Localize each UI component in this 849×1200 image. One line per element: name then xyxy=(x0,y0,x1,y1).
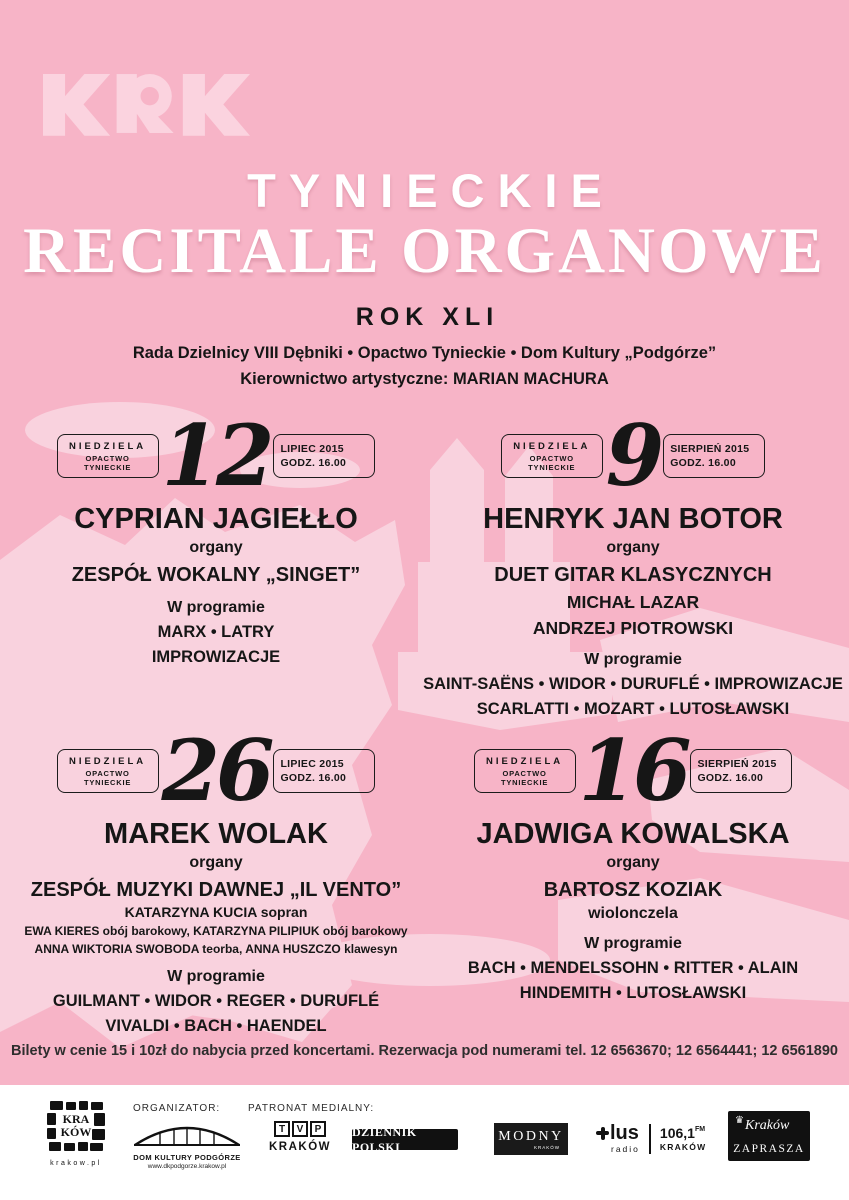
tvp-letter: T xyxy=(274,1121,290,1137)
krakow-url: krakow.pl xyxy=(50,1160,102,1167)
time: GODZ. 16.00 xyxy=(697,772,764,784)
concert-line-program: VIVALDI • BACH • HAENDEL xyxy=(105,1017,327,1035)
frequency-value: 106,1 xyxy=(659,1124,695,1141)
frequency xyxy=(660,1126,706,1140)
concert-line-artist: HENRYK JAN BOTOR xyxy=(483,503,783,535)
krakow-mosaic-icon xyxy=(47,1101,105,1153)
date-strip xyxy=(6,721,426,821)
dziennik-polski-logo: DZIENNIK POLSKI xyxy=(352,1129,458,1150)
plus-radio-frequency-block xyxy=(660,1126,706,1152)
organizer-label: ORGANIZATOR: xyxy=(133,1103,221,1114)
dom-kultury-logo xyxy=(128,1123,246,1170)
plus-radio-name-text: lus xyxy=(610,1122,639,1144)
concert-line-member-small: KATARZYNA KUCIA sopran xyxy=(124,904,308,920)
date-strip xyxy=(423,406,843,506)
month-year: SIERPIEŃ 2015 xyxy=(670,443,750,455)
concert-line-small: EWA KIERES obój barokowy, KATARZYNA PILIPIUK obój barokowy xyxy=(24,924,408,938)
date-box-right xyxy=(663,434,765,478)
concert-line-program: HINDEMITH • LUTOSŁAWSKI xyxy=(519,984,747,1002)
concert-details xyxy=(423,503,843,719)
date-box-left xyxy=(474,749,576,793)
concert-line-artist: CYPRIAN JAGIEŁŁO xyxy=(74,503,358,535)
month-year: LIPIEC 2015 xyxy=(280,443,344,455)
concert-block-4 xyxy=(423,721,843,1003)
day-number: 16 xyxy=(578,721,688,821)
date-box-left xyxy=(57,749,159,793)
poster-title-line1: TYNIECKIE xyxy=(247,164,615,217)
concert-line-member: ANDRZEJ PIOTROWSKI xyxy=(532,618,734,638)
concert-line-program-label: W programie xyxy=(167,599,265,616)
concert-line-program: SAINT-SAËNS • WIDOR • DURUFLÉ • IMPROWIZACJE xyxy=(423,675,843,693)
concert-line-program: SCARLATTI • MOZART • LUTOSŁAWSKI xyxy=(476,700,790,718)
concert-line-program-label: W programie xyxy=(167,968,265,985)
concert-block-3 xyxy=(6,721,426,1036)
tvp-letter: V xyxy=(292,1121,308,1137)
tickets-info-line: Bilety w cenie 15 i 10zł do nabycia przed koncertami. Rezerwacja pod numerami tel. 12 6563670; 12 6564441; 12 6561890 xyxy=(11,1043,838,1059)
day-label: NIEDZIELA xyxy=(513,440,591,452)
date-strip xyxy=(6,406,426,506)
footer-logo-band xyxy=(0,1085,849,1200)
svg-text:KRA: KRA xyxy=(62,1112,90,1126)
concert-line-role: organy xyxy=(606,539,660,556)
modny-krakow-logo xyxy=(494,1123,568,1155)
concert-details xyxy=(6,818,426,1036)
svg-text:KÓW: KÓW xyxy=(60,1125,92,1139)
plus-radio-city: KRAKÓW xyxy=(659,1141,707,1152)
bridge-icon xyxy=(132,1123,242,1147)
concert-line-program: BACH • MENDELSSOHN • RITTER • ALAIN xyxy=(467,959,799,977)
venue-label: OPACTWO TYNIECKIE xyxy=(528,453,576,472)
tvp-city: KRAKÓW xyxy=(269,1141,332,1153)
concert-line-small: ANNA WIKTORIA SWOBODA teorba, ANNA HUSZCZO klawesyn xyxy=(34,942,398,956)
plus-radio-logo xyxy=(596,1123,706,1154)
month-year: LIPIEC 2015 xyxy=(280,758,344,770)
concert-line-role: organy xyxy=(606,854,660,871)
patronage-label: PATRONAT MEDIALNY: xyxy=(248,1103,375,1114)
time: GODZ. 16.00 xyxy=(670,457,736,469)
month-year: SIERPIEŃ 2015 xyxy=(697,758,777,770)
concert-line-member: MICHAŁ LAZAR xyxy=(566,592,700,612)
day-number: 9 xyxy=(605,406,661,506)
day-number: 12 xyxy=(161,406,271,506)
date-strip xyxy=(423,721,843,821)
concert-line-role: wiolonczela xyxy=(588,905,678,922)
krakow-zaprasza-logo xyxy=(728,1111,810,1161)
concert-line-program-label: W programie xyxy=(584,935,682,952)
venue-label: OPACTWO TYNIECKIE xyxy=(83,453,132,472)
zaprasza-line2: ZAPRASZA xyxy=(733,1143,805,1155)
artistic-direction-line: Kierownictwo artystyczne: MARIAN MACHURA xyxy=(240,370,609,388)
tvp-letter-boxes xyxy=(269,1121,331,1137)
dom-kultury-name: DOM KULTURY PODGÓRZE xyxy=(133,1153,241,1162)
concert-line-role: organy xyxy=(189,854,243,871)
fm-label: FM xyxy=(694,1125,706,1133)
concert-line-ensemble: DUET GITAR KLASYCZNYCH xyxy=(494,564,772,586)
day-label: NIEDZIELA xyxy=(68,755,147,767)
plus-icon xyxy=(596,1127,609,1140)
krk-logo-icon xyxy=(43,70,250,137)
venue-label: OPACTWO TYNIECKIE xyxy=(83,768,132,787)
concert-block-1 xyxy=(6,406,426,667)
date-box-right xyxy=(273,749,375,793)
time: GODZ. 16.00 xyxy=(280,772,347,784)
concert-line-role: organy xyxy=(189,539,243,556)
modny-city: KRAKÓW xyxy=(533,1144,560,1150)
krakow-city-logo xyxy=(45,1101,107,1167)
date-box-right xyxy=(273,434,375,478)
day-number: 26 xyxy=(161,721,271,821)
zaprasza-line1: Kraków xyxy=(745,1118,790,1133)
date-box-right xyxy=(690,749,792,793)
modny-name: MODNY xyxy=(498,1128,564,1144)
concert-line-ensemble: BARTOSZ KOZIAK xyxy=(543,879,723,901)
day-label: NIEDZIELA xyxy=(485,755,564,767)
concert-line-program: GUILMANT • WIDOR • REGER • DURUFLÉ xyxy=(52,992,380,1010)
time: GODZ. 16.00 xyxy=(280,457,347,469)
year-line: ROK XLI xyxy=(355,303,500,331)
crown-icon: ♛ xyxy=(735,1115,744,1126)
organizers-line: Rada Dzielnicy VIII Dębniki • Opactwo Tynieckie • Dom Kultury „Podgórze” xyxy=(132,344,717,362)
plus-radio-sub: radio xyxy=(611,1144,640,1154)
poster-title-line2: RECITALE ORGANOWE xyxy=(23,215,826,287)
tvp-krakow-logo xyxy=(269,1121,331,1153)
dom-kultury-url: www.dkpodgorze.krakow.pl xyxy=(147,1163,227,1170)
concert-line-artist: MAREK WOLAK xyxy=(104,818,328,850)
concert-line-ensemble: ZESPÓŁ MUZYKI DAWNEJ „IL VENTO” xyxy=(30,879,402,901)
concert-line-program: MARX • LATRY xyxy=(157,623,275,641)
venue-label: OPACTWO TYNIECKIE xyxy=(500,768,549,787)
concert-details xyxy=(423,818,843,1003)
date-box-left xyxy=(501,434,603,478)
date-box-left xyxy=(57,434,159,478)
plus-radio-name xyxy=(596,1123,640,1143)
concert-line-program: IMPROWIZACJE xyxy=(151,648,281,666)
concert-details xyxy=(6,503,426,667)
tvp-letter: P xyxy=(310,1121,326,1137)
concert-line-artist: JADWIGA KOWALSKA xyxy=(476,818,790,850)
concert-line-ensemble: ZESPÓŁ WOKALNY „SINGET” xyxy=(71,564,361,586)
concert-block-2 xyxy=(423,406,843,719)
divider xyxy=(649,1124,651,1154)
plus-radio-name-block xyxy=(596,1123,640,1154)
day-label: NIEDZIELA xyxy=(68,440,147,452)
concert-line-program-label: W programie xyxy=(584,651,682,668)
